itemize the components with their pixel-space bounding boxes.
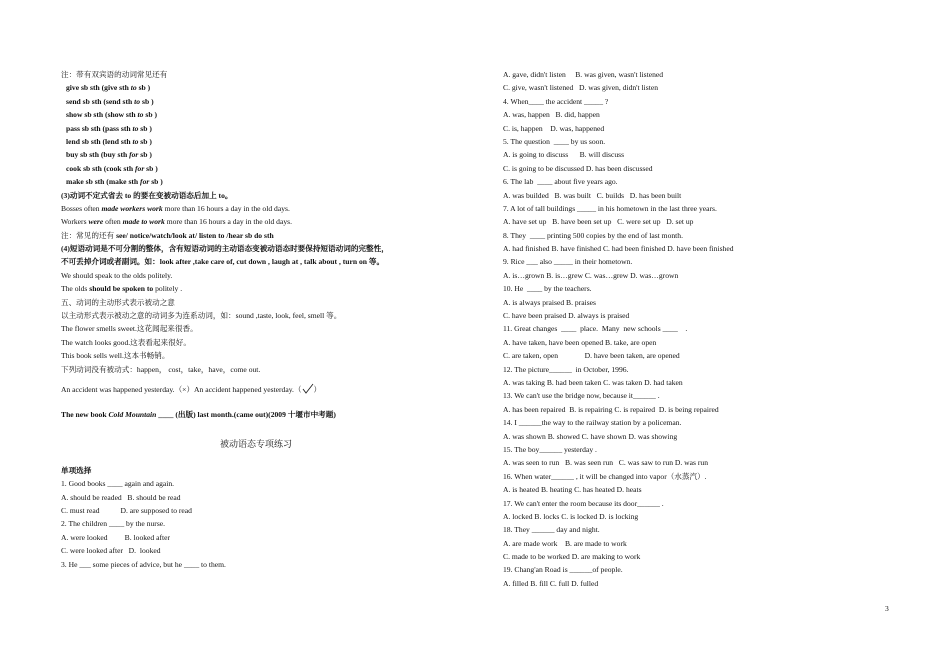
question-line: A. filled B. fill C. full D. fulled [503, 578, 599, 588]
rule3-title: (3)动词不定式省去 to 的要在变被动语态后加上 to。 [61, 190, 233, 200]
question-line: C. were looked after D. looked [61, 546, 161, 556]
question-line: 3. He ___ some pieces of advice, but he ____ to them. [61, 559, 226, 569]
question-line: C. made to be worked D. are making to work [503, 552, 641, 562]
question-line: 7. A lot of tall buildings _____ in his hometown in the last three years. [503, 203, 717, 213]
verb-item: make sb sth (make sth for sb ) [66, 177, 163, 187]
rule4-line-1: (4)短语动词是不可分割的整体，含有短语动词的主动语态变被动语态时要保持短语动词的完整性， [61, 244, 389, 254]
section5-example-4: An accident was happened yesterday.（×）An accident happened yesterday.（ ） [61, 384, 322, 394]
question-line: C. give, wasn't listened D. was given, didn't listen [503, 83, 659, 93]
question-line: A. was shown B. showed C. have shown D. was showing [503, 431, 678, 441]
question-line: A. has been repaired B. is repairing C. is repaired D. is being repaired [503, 404, 719, 414]
verb-item: send sb sth (send sth to sb ) [66, 96, 154, 106]
question-line: C. is, happen D. was, happened [503, 123, 605, 133]
question-line: 12. The picture______ in October, 1996. [503, 364, 629, 374]
question-line: 19. Chang'an Road is ______of people. [503, 565, 623, 575]
left-column [61, 68, 461, 571]
question-line: 15. The boy______ yesterday . [503, 444, 597, 454]
section5-example-1: The flower smells sweet.这花闻起来很香。 [61, 324, 198, 334]
verb-item: show sb sth (show sth to sb ) [66, 110, 157, 120]
section5-example-2: The watch looks good.这表看起来很好。 [61, 337, 191, 347]
question-line: 16. When water______ , it will be changed into vapor（水蒸汽）. [503, 471, 707, 481]
verb-item: lend sb sth (lend sth to sb ) [66, 136, 152, 146]
section5-line-1: 以主动形式表示被动之意的动词多为连系动词，如：sound ,taste, look, feel, smell 等。 [61, 311, 342, 321]
rule4-example-1: We should speak to the olds politely. [61, 270, 173, 280]
question-line: 2. The children ____ by the nurse. [61, 519, 166, 529]
question-line: A. was seen to run B. was seen run C. was saw to run D. was run [503, 458, 708, 468]
question-line: 10. He ____ by the teachers. [503, 284, 592, 294]
question-line: A. are made work B. are made to work [503, 538, 627, 548]
exam-question: The new book Cold Mountain ____ (出版) last month.(came out)(2009 十堰市中考题) [61, 410, 336, 420]
question-line: C. have been praised D. always is praised [503, 311, 630, 321]
section5-line-2: 下列动词没有被动式：happen， cost，take，have，come out. [61, 364, 261, 374]
rule4-line-2: 不可丢掉介词或者副词。如：look after ,take care of, cut down , laugh at , talk about , turn on 等。 [61, 257, 385, 267]
right-question-list [503, 68, 903, 590]
section5-example-3: This book sells well.这本书畅销。 [61, 351, 170, 361]
question-line: A. was builded B. was built C. builds D. has been built [503, 190, 682, 200]
question-line: A. have set up B. have been set up C. were set up D. set up [503, 217, 694, 227]
question-line: A. was taking B. had been taken C. was taken D. had taken [503, 377, 683, 387]
spacer [61, 396, 461, 408]
question-line: 13. We can't use the bridge now, because it______ . [503, 391, 660, 401]
check-mark-icon [302, 383, 314, 394]
question-line: 6. The lab ____ about five years ago. [503, 177, 618, 187]
practice-title: 被动语态专项练习 [219, 438, 292, 449]
section5-title: 五、动词的主动形式表示被动之意 [61, 297, 175, 307]
question-line: A. locked B. locks C. is locked D. is locking [503, 511, 639, 521]
rule3-example-1: Bosses often made workers work more than 16 hours a day in the old days. [61, 203, 290, 213]
rule3-example-2: Workers were often made to work more than 16 hours a day in the old days. [61, 217, 292, 227]
note-title: 注：带有双宾语的动词常见还有 [61, 70, 168, 79]
page-number: 3 [885, 604, 889, 613]
question-line: 1. Good books ____ again and again. [61, 479, 175, 489]
question-line: C. are taken, open D. have been taken, are opened [503, 351, 680, 361]
question-line: A. is going to discuss B. will discuss [503, 150, 625, 160]
question-line: A. is always praised B. praises [503, 297, 597, 307]
question-line: A. is…grown B. is…grew C. was…grew D. was…grown [503, 270, 679, 280]
question-line: 9. Rice ___ also _____ in their hometown. [503, 257, 633, 267]
question-line: A. should be readed B. should be read [61, 492, 181, 502]
question-line: A. was, happen B. did, happen [503, 110, 600, 120]
question-line: 14. I ______the way to the railway station by a policeman. [503, 418, 682, 428]
verb-item: buy sb sth (buy sth for sb ) [66, 150, 152, 160]
question-line: 11. Great changes ____ place. Many new schools ____ . [503, 324, 688, 334]
question-line: 8. They ____ printing 500 copies by the end of last month. [503, 230, 683, 240]
verb-item: pass sb sth (pass sth to sb ) [66, 123, 152, 133]
spacer [61, 376, 461, 383]
question-line: 4. When____ the accident _____ ? [503, 96, 609, 106]
question-line: C. must read D. are supposed to read [61, 505, 192, 515]
verb-item: cook sb sth (cook sth for sb ) [66, 163, 158, 173]
question-line: A. is heated B. heating C. has heated D. heats [503, 485, 642, 495]
rule3-note: 注：常见的还有 see/ notice/watch/look at/ listen to /hear sb do sth [61, 230, 274, 240]
question-line: A. had finished B. have finished C. had been finished D. have been finished [503, 244, 734, 254]
verb-item: give sb sth (give sth to sb ) [66, 83, 151, 93]
question-line: 17. We can't enter the room because its door______ . [503, 498, 664, 508]
rule4-example-2: The olds should be spoken to politely . [61, 284, 183, 294]
question-line: A. were looked B. looked after [61, 532, 171, 542]
double-object-verb-list [61, 81, 461, 188]
right-column [503, 68, 903, 590]
question-line: A. gave, didn't listen B. was given, wasn't listened [503, 70, 664, 79]
question-line: A. have taken, have been opened B. take, are open [503, 337, 657, 347]
question-line: 5. The question ____ by us soon. [503, 136, 606, 146]
left-question-list [61, 477, 461, 571]
question-line: C. is going to be discussed D. has been discussed [503, 163, 653, 173]
question-line: 18. They ______ day and night. [503, 525, 600, 535]
single-choice-heading: 单项选择 [61, 465, 92, 475]
